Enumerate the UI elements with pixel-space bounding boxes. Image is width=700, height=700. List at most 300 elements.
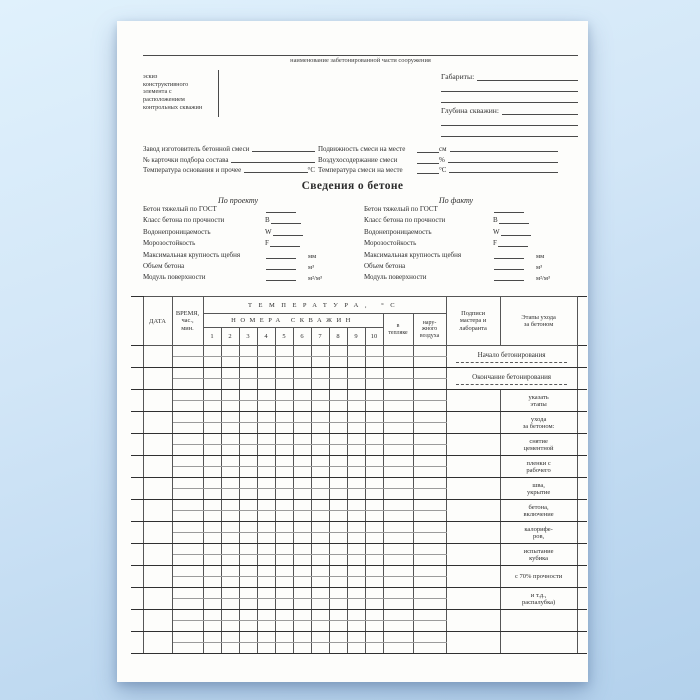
greenhouse-temp-cell <box>383 599 413 610</box>
well-temp-cell <box>329 577 347 588</box>
well-temp-cell <box>293 522 311 533</box>
field-label: Водонепроницаемость <box>143 227 211 236</box>
well-number-cell: 8 <box>329 328 347 346</box>
well-temp-cell <box>275 456 293 467</box>
mix-left-label: № карточки подбора состава <box>143 155 229 164</box>
milestone-cell <box>446 346 577 368</box>
stage-note-line: за бетоном: <box>522 422 555 430</box>
greenhouse-temp-cell <box>383 423 413 434</box>
well-temp-cell <box>347 511 365 522</box>
date-cell <box>143 500 172 522</box>
field-unit: м³ <box>536 264 543 271</box>
stage-note-line: кубика <box>529 554 549 562</box>
well-temp-cell <box>275 610 293 621</box>
greenhouse-temp-cell <box>383 588 413 599</box>
time-cell <box>172 456 203 467</box>
well-temp-cell <box>203 489 221 500</box>
signature-cell <box>446 478 500 500</box>
well-temp-cell <box>365 456 383 467</box>
time-cell <box>172 555 203 566</box>
well-number-cell: 6 <box>293 328 311 346</box>
time-cell <box>172 357 203 368</box>
well-temp-cell <box>257 511 275 522</box>
header-text-line: в <box>396 322 400 329</box>
outdoor-temp-cell <box>413 478 446 489</box>
well-temp-cell <box>221 500 239 511</box>
well-temp-cell <box>221 621 239 632</box>
well-temp-cell <box>221 577 239 588</box>
time-cell <box>172 346 203 357</box>
outdoor-temp-cell <box>413 412 446 423</box>
well-temp-cell <box>221 522 239 533</box>
stage-note-line: и т.д., <box>530 591 547 599</box>
well-number-cell: 3 <box>239 328 257 346</box>
well-temp-cell <box>311 610 329 621</box>
header-text-line: нару- <box>422 319 437 326</box>
well-temp-cell <box>257 478 275 489</box>
greenhouse-temp-cell <box>383 500 413 511</box>
well-temp-cell <box>329 412 347 423</box>
well-temp-cell <box>365 555 383 566</box>
well-temp-cell <box>365 599 383 610</box>
well-temp-cell <box>293 478 311 489</box>
temperature-header-cell: ТЕМПЕРАТУРА, °С <box>203 297 446 314</box>
header-text-line: Этапы ухода <box>521 313 556 321</box>
well-temp-cell <box>311 566 329 577</box>
well-temp-cell <box>365 533 383 544</box>
well-temp-cell <box>221 533 239 544</box>
outdoor-temp-cell <box>413 643 446 654</box>
table-body-row <box>131 544 587 555</box>
well-temp-cell <box>203 401 221 412</box>
table-body-row <box>131 346 587 357</box>
well-temp-cell <box>203 544 221 555</box>
dimensions-block <box>441 69 578 137</box>
stage-note-cell <box>500 544 577 566</box>
greenhouse-temp-cell <box>383 566 413 577</box>
mix-value-unit: % <box>439 155 445 164</box>
well-temp-cell <box>257 445 275 456</box>
well-temp-cell <box>203 555 221 566</box>
well-temp-cell <box>293 379 311 390</box>
sketch-note-line: эскиз <box>143 73 158 80</box>
stage-note-cell <box>500 434 577 456</box>
section-title: Сведения о бетоне <box>301 180 404 192</box>
field-unit: м²/м³ <box>308 275 322 283</box>
signature-cell <box>446 412 500 434</box>
well-temp-cell <box>347 544 365 555</box>
well-temp-cell <box>311 577 329 588</box>
well-temp-cell <box>293 401 311 412</box>
well-temp-cell <box>347 412 365 423</box>
field-unit: м³ <box>308 264 315 271</box>
dimensions-label: Габариты: <box>441 72 475 81</box>
well-temp-cell <box>275 445 293 456</box>
signature-cell <box>446 434 500 456</box>
field-label: Объем бетона <box>364 262 406 270</box>
well-temp-cell <box>221 379 239 390</box>
outdoor-temp-cell <box>413 434 446 445</box>
well-temp-cell <box>221 412 239 423</box>
well-temp-cell <box>329 588 347 599</box>
well-temp-cell <box>257 467 275 478</box>
well-temp-cell <box>257 610 275 621</box>
well-temp-cell <box>347 379 365 390</box>
write-in-line <box>494 205 524 213</box>
well-temp-cell <box>257 599 275 610</box>
time-cell <box>172 423 203 434</box>
field-value <box>493 205 524 213</box>
time-cell <box>172 544 203 555</box>
stage-note-cell <box>500 588 577 610</box>
greenhouse-temp-cell <box>383 346 413 357</box>
well-temp-cell <box>347 434 365 445</box>
well-temp-cell <box>347 368 365 379</box>
well-temp-cell <box>347 423 365 434</box>
well-temp-cell <box>275 588 293 599</box>
mix-left-field <box>143 156 315 164</box>
well-temp-cell <box>365 643 383 654</box>
well-temp-cell <box>311 599 329 610</box>
well-temp-cell <box>257 544 275 555</box>
well-temp-cell <box>293 434 311 445</box>
well-temp-cell <box>203 599 221 610</box>
time-cell <box>172 467 203 478</box>
field-value <box>493 251 524 259</box>
write-in-line <box>456 383 568 385</box>
field-label: Максимальная крупность щебня <box>364 250 462 259</box>
signature-cell <box>446 522 500 544</box>
stage-note-line: укрытие <box>526 488 551 496</box>
well-temp-cell <box>221 599 239 610</box>
well-temp-cell <box>257 357 275 368</box>
well-temp-cell <box>239 401 257 412</box>
signature-cell <box>446 610 500 632</box>
well-temp-cell <box>203 522 221 533</box>
write-in-line <box>244 172 307 173</box>
write-in-line <box>417 166 439 174</box>
outdoor-temp-cell <box>413 467 446 478</box>
header-text-line: ВРЕМЯ, <box>175 310 200 318</box>
table-header-row <box>131 297 587 314</box>
time-cell <box>172 522 203 533</box>
outdoor-temp-cell <box>413 621 446 632</box>
well-temp-cell <box>347 610 365 621</box>
header-text-line: лаборанта <box>459 324 487 332</box>
well-temp-cell <box>239 434 257 445</box>
field-prefix: F <box>265 239 269 248</box>
well-temp-cell <box>311 522 329 533</box>
well-temp-cell <box>239 544 257 555</box>
outdoor-header-cell <box>413 314 446 346</box>
mix-value-unit: °С <box>439 166 447 174</box>
well-temp-cell <box>221 489 239 500</box>
well-temp-cell <box>329 445 347 456</box>
well-temp-cell <box>293 489 311 500</box>
well-temp-cell <box>275 357 293 368</box>
field-label: Водонепроницаемость <box>364 227 432 236</box>
well-temp-cell <box>365 632 383 643</box>
well-temp-cell <box>365 577 383 588</box>
well-temp-cell <box>311 401 329 412</box>
margin-tick <box>131 566 143 588</box>
well-temp-cell <box>257 456 275 467</box>
margin-tick <box>577 500 587 522</box>
well-temp-cell <box>257 368 275 379</box>
table-body-row <box>131 368 587 379</box>
greenhouse-temp-cell <box>383 357 413 368</box>
write-in-line <box>448 162 558 163</box>
write-in-line <box>494 262 524 270</box>
mix-value-unit: см <box>439 145 447 153</box>
stages-header-cell <box>500 297 577 346</box>
date-cell <box>143 390 172 412</box>
mix-left-label: Завод изготовитель бетонной смеси <box>143 145 250 153</box>
well-temp-cell <box>275 544 293 555</box>
well-temp-cell <box>293 621 311 632</box>
table-body-row <box>131 500 587 511</box>
well-temp-cell <box>347 357 365 368</box>
well-temp-cell <box>203 621 221 632</box>
well-temp-cell <box>311 588 329 599</box>
well-temp-cell <box>311 368 329 379</box>
field-value <box>493 228 531 236</box>
mix-row <box>117 145 588 155</box>
well-temp-cell <box>329 478 347 489</box>
margin-tick <box>131 434 143 456</box>
margin-tick <box>131 368 143 390</box>
well-temp-cell <box>203 390 221 401</box>
well-temp-cell <box>257 346 275 357</box>
well-temp-cell <box>311 467 329 478</box>
well-temp-cell <box>203 456 221 467</box>
field-label: Класс бетона по прочности <box>143 216 225 225</box>
well-temp-cell <box>275 500 293 511</box>
margin-tick <box>131 456 143 478</box>
well-temp-cell <box>365 445 383 456</box>
well-temp-cell <box>257 643 275 654</box>
margin-tick <box>577 632 587 654</box>
outdoor-temp-cell <box>413 379 446 390</box>
well-temp-cell <box>311 412 329 423</box>
well-number-cell: 9 <box>347 328 365 346</box>
well-temp-cell <box>347 588 365 599</box>
well-temp-cell <box>221 478 239 489</box>
well-temp-cell <box>221 434 239 445</box>
well-temp-cell <box>239 610 257 621</box>
well-temp-cell <box>203 577 221 588</box>
milestone-cell <box>446 368 577 390</box>
well-temp-cell <box>221 456 239 467</box>
field-label: Морозостойкость <box>364 239 417 248</box>
well-temp-cell <box>239 577 257 588</box>
date-cell <box>143 434 172 456</box>
well-temp-cell <box>221 390 239 401</box>
well-temp-cell <box>203 434 221 445</box>
milestone-label: Окончание бетонирования <box>472 372 552 381</box>
well-temp-cell <box>329 533 347 544</box>
well-temp-cell <box>365 401 383 412</box>
date-cell <box>143 456 172 478</box>
well-temp-cell <box>365 357 383 368</box>
mix-left-unit: °С <box>307 166 315 174</box>
greenhouse-temp-cell <box>383 555 413 566</box>
well-temp-cell <box>203 566 221 577</box>
greenhouse-temp-cell <box>383 577 413 588</box>
date-header-cell: ДАТА <box>143 297 172 346</box>
mix-middle-label: Подвижность смеси на месте <box>318 145 406 153</box>
well-temp-cell <box>275 511 293 522</box>
well-temp-cell <box>203 379 221 390</box>
outdoor-temp-cell <box>413 599 446 610</box>
header-text-line: Подписи <box>461 310 486 318</box>
stage-note-line: калорифе- <box>524 525 553 533</box>
concrete-field-row <box>117 273 588 284</box>
well-temp-cell <box>275 577 293 588</box>
well-temp-cell <box>365 390 383 401</box>
margin-tick <box>131 522 143 544</box>
mix-left-field <box>143 166 315 174</box>
well-temp-cell <box>293 445 311 456</box>
write-in-line <box>499 216 529 224</box>
outdoor-temp-cell <box>413 390 446 401</box>
well-temp-cell <box>329 346 347 357</box>
wells-header-cell: НОМЕРА СКВАЖИН <box>203 314 383 328</box>
stage-note-line: пленки с <box>526 459 551 467</box>
well-temp-cell <box>275 522 293 533</box>
well-temp-cell <box>365 621 383 632</box>
well-temp-cell <box>293 566 311 577</box>
stage-note-line: ров, <box>532 532 545 540</box>
date-cell <box>143 588 172 610</box>
greenhouse-temp-cell <box>383 610 413 621</box>
margin-tick <box>131 544 143 566</box>
well-temp-cell <box>257 566 275 577</box>
well-temp-cell <box>257 500 275 511</box>
write-in-line <box>450 151 558 152</box>
greenhouse-temp-cell <box>383 445 413 456</box>
greenhouse-temp-cell <box>383 621 413 632</box>
stage-note-cell <box>500 390 577 412</box>
field-value <box>493 216 529 224</box>
signature-cell <box>446 456 500 478</box>
header-text-line: жного <box>421 326 438 333</box>
date-cell <box>143 368 172 390</box>
field-value <box>493 262 524 270</box>
well-temp-cell <box>365 434 383 445</box>
well-temp-cell <box>203 478 221 489</box>
well-temp-cell <box>257 390 275 401</box>
time-cell <box>172 489 203 500</box>
mix-value-field <box>417 145 558 153</box>
table-body-row <box>131 610 587 621</box>
margin-tick <box>131 412 143 434</box>
well-temp-cell <box>347 467 365 478</box>
well-temp-cell <box>329 555 347 566</box>
well-temp-cell <box>221 511 239 522</box>
well-temp-cell <box>329 368 347 379</box>
outdoor-temp-cell <box>413 445 446 456</box>
margin-tick <box>131 297 143 346</box>
time-cell <box>172 401 203 412</box>
well-temp-cell <box>329 632 347 643</box>
well-temp-cell <box>275 478 293 489</box>
well-temp-cell <box>347 577 365 588</box>
well-temp-cell <box>257 555 275 566</box>
field-label: Объем бетона <box>143 262 185 270</box>
well-temp-cell <box>275 379 293 390</box>
well-temp-cell <box>221 610 239 621</box>
stage-note-cell <box>500 522 577 544</box>
table-body-row <box>131 412 587 423</box>
well-depth-label: Глубина скважин: <box>441 106 499 115</box>
stage-note-line: с 70% прочности <box>514 573 563 580</box>
well-temp-cell <box>275 368 293 379</box>
well-temp-cell <box>311 500 329 511</box>
well-temp-cell <box>257 489 275 500</box>
well-temp-cell <box>275 412 293 423</box>
signature-cell <box>446 632 500 654</box>
well-temp-cell <box>329 357 347 368</box>
header-text-line: тепляке <box>388 329 408 336</box>
well-temp-cell <box>203 643 221 654</box>
margin-tick <box>131 346 143 368</box>
margin-tick <box>577 412 587 434</box>
well-temp-cell <box>293 588 311 599</box>
field-label: Бетон тяжелый по ГОСТ <box>143 205 217 213</box>
well-temp-cell <box>275 555 293 566</box>
margin-tick <box>577 297 587 346</box>
greenhouse-temp-cell <box>383 390 413 401</box>
well-temp-cell <box>293 368 311 379</box>
well-temp-cell <box>311 346 329 357</box>
well-temp-cell <box>347 478 365 489</box>
time-cell <box>172 478 203 489</box>
stage-note-cell <box>500 478 577 500</box>
well-temp-cell <box>221 588 239 599</box>
well-temp-cell <box>329 423 347 434</box>
signature-cell <box>446 390 500 412</box>
time-cell <box>172 445 203 456</box>
table-body-row <box>131 522 587 533</box>
mix-middle-label: Температура смеси на месте <box>318 166 403 174</box>
greenhouse-temp-cell <box>383 401 413 412</box>
caption-rule <box>143 55 578 56</box>
well-temp-cell <box>239 412 257 423</box>
time-cell <box>172 390 203 401</box>
well-temp-cell <box>221 357 239 368</box>
outdoor-temp-cell <box>413 522 446 533</box>
well-temp-cell <box>365 511 383 522</box>
greenhouse-header-cell <box>383 314 413 346</box>
header-text-line: час., <box>181 317 194 325</box>
well-temp-cell <box>275 423 293 434</box>
greenhouse-temp-cell <box>383 544 413 555</box>
well-temp-cell <box>365 478 383 489</box>
concrete-field-row <box>117 205 588 216</box>
outdoor-temp-cell <box>413 632 446 643</box>
well-temp-cell <box>365 423 383 434</box>
well-temp-cell <box>221 423 239 434</box>
write-in-line <box>441 126 578 137</box>
well-temp-cell <box>239 632 257 643</box>
stage-note-line: бетона, <box>528 503 549 511</box>
signature-cell <box>446 566 500 588</box>
well-temp-cell <box>221 632 239 643</box>
well-temp-cell <box>203 610 221 621</box>
well-temp-cell <box>347 533 365 544</box>
write-in-line <box>417 156 439 164</box>
